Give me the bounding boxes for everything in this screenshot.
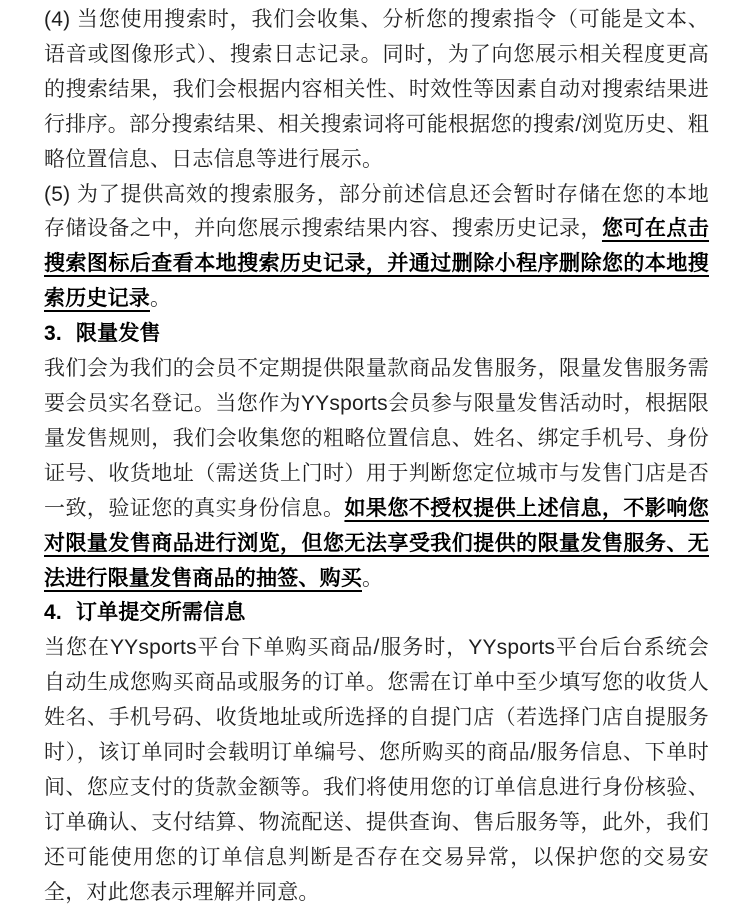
emphasized-text-segment: 您可在点击搜索图标后查看本地搜索历史记录，并通过删除小程序删除您的本地搜索历史记录 — [44, 217, 710, 311]
section-number: 3. — [44, 322, 62, 346]
emphasized-text-segment: 如果您不授权提供上述信息，不影响您对限量发售商品进行浏览，但您无法享受我们提供的限量发售服务、无法进行限量发售商品的抽签、购买 — [44, 496, 709, 590]
section-title: 限量发售 — [75, 322, 161, 346]
clause-5-search-local-storage-paragraph — [44, 178, 709, 318]
section-title: 订单提交所需信息 — [75, 601, 246, 625]
section-number: 4. — [44, 601, 62, 625]
section-4-order-info-paragraph — [44, 631, 709, 910]
section-4-heading — [44, 596, 709, 631]
section-3-limited-release-paragraph — [44, 352, 709, 596]
text-segment: 我们会为我们的会员不定期提供限量款商品发售服务，限量发售服务需要会员实名登记。当您作为YYsports会员参与限量发售活动时，根据限量发售规则，我们会收集您的粗略位置信息、姓名、绑定手机号、身份证号、收货地址（需送货上门时）用于判断您定位城市与发售门店是否一致，验证您的真实身份信息。 — [44, 357, 709, 520]
document-body — [44, 3, 709, 911]
text-segment: 。 — [362, 566, 384, 590]
section-3-heading — [44, 317, 709, 352]
clause-4-search-collection-paragraph — [44, 3, 709, 178]
text-segment: 当您在YYsports平台下单购买商品/服务时，YYsports平台后台系统会自动生成您购买商品或服务的订单。您需在订单中至少填写您的收货人姓名、手机号码、收货地址或所选择的自提门店（若选择门店自提服务时），该订单同时会载明订单编号、您所购买的商品/服务信息、下单时间、您应支付的货款金额等。我们将使用您的订单信息进行身份核验、订单确认、支付结算、物流配送、提供查询、售后服务等，此外，我们还可能使用您的订单信息判断是否存在交易异常，以保护您的交易安全，对此您表示理解并同意。 — [44, 636, 709, 904]
text-segment: (4) 当您使用搜索时，我们会收集、分析您的搜索指令（可能是文本、语音或图像形式）、搜索日志记录。同时，为了向您展示相关程度更高的搜索结果，我们会根据内容相关性、时效性等因素自动对搜索结果进行排序。部分搜索结果、相关搜索词将可能根据您的搜索/浏览历史、粗略位置信息、日志信息等进行展示。 — [44, 8, 709, 171]
text-segment: 。 — [150, 287, 172, 311]
text-segment: (5) 为了提供高效的搜索服务，部分前述信息还会暂时存储在您的本地存储设备之中，并向您展示搜索结果内容、搜索历史记录， — [44, 182, 709, 241]
